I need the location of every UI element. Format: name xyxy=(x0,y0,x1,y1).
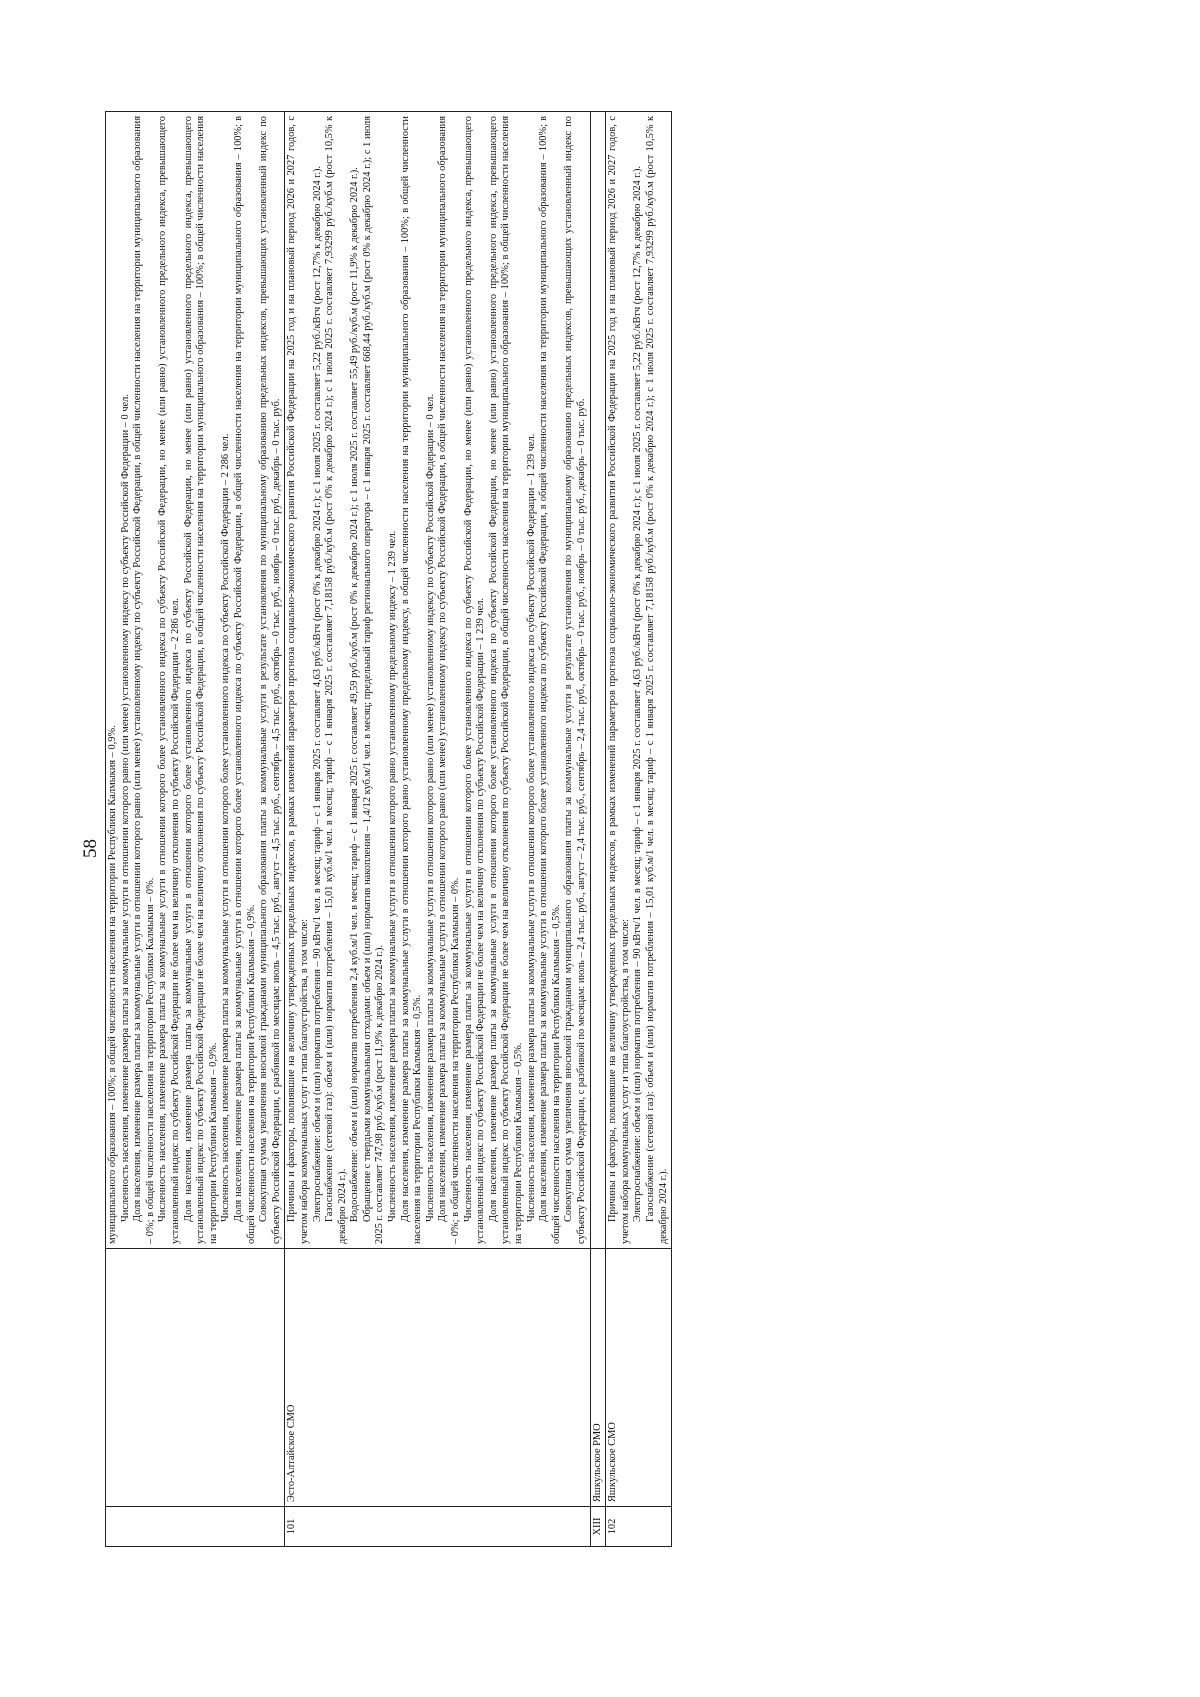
paragraph: Газоснабжение (сетевой газ): объем и (или) норматив потребления – 15,01 куб.м/1 чел. в месяц; тариф – с 1 января 2025 г. составляет 7,18158 руб./куб.м (рост 0% к декабрю 2024 г.); с 1 июля 2025 г. составляет 7,93299 руб./куб.м (рост 10,5% к декабрю 2024 г.). xyxy=(644,116,669,1244)
paragraph: Водоснабжение: объем и (или) норматив потребления 2,4 куб.м/1 чел. в месяц; тариф – с 1 января 2025 г. составляет 49,59 руб./куб.м (рост 0% к декабрю 2024 г.); с 1 июля 2025 г. составляет 55,49 руб./куб.м (рост 11,9% к декабрю 2024 г.). xyxy=(349,167,361,1222)
row-description xyxy=(285,112,590,1249)
paragraph: Доля населения, изменение размера платы за коммунальные услуги в отношении которого равно установленному предельному индексу, в общей численности населения на территории муниципального образования – 100%; в общей численности населения на территории Республики Калмыкия – 0,5%. xyxy=(399,116,424,1244)
paragraph: Причины и факторы, повлиявшие на величину утвержденных предельных индексов, в рамках изменений параметров прогноза социально-экономического развития Российской Федерации на 2025 год и на плановый период 2026 и 2027 годов, с учетом набора коммунальных услуг и типа благоустройства, в том числе: xyxy=(607,116,631,1244)
row-number: 101 xyxy=(285,1507,590,1547)
paragraph: Обращение с твердыми коммунальными отходами: объем и (или) норматив накопления – 1,4/12 куб.м/1 чел. в месяц; предельный тариф регионального оператора – с 1 января 2025 г. составляет 668,44 руб./куб.м (рост 0% к декабрю 2024 г.); с 1 июля 2025 г. составляет 747,98 руб./куб.м (рост 11,9% к декабрю 2024 г.). xyxy=(361,116,386,1244)
paragraph: Электроснабжение: объем и (или) норматив потребления – 90 кВтч/1 чел. в месяц; тариф – с 1 января 2025 г. составляет 4,63 руб./кВтч (рост 0% к декабрю 2024 г.); с 1 июля 2025 г. составляет 5,22 руб./кВтч (рост 12,7% к декабрю 2024 г.). xyxy=(311,165,323,1222)
section-number: XIII xyxy=(590,1507,606,1547)
paragraph: Численность населения, изменение размера платы за коммунальные услуги в отношении которого равно (или менее) установленному индексу по субъекту Российской Федерации – 0 чел. xyxy=(424,394,436,1222)
paragraph: Численность населения, изменение размера платы за коммунальные услуги в отношении которого более установленного индекса по субъекту Российской Федерации – 1 239 чел. xyxy=(525,433,537,1222)
paragraph: Численность населения, изменение размера платы за коммунальные услуги в отношении которого более установленного индекса по субъекту Российской Федерации – 2 286 чел. xyxy=(220,433,232,1222)
paragraph: Газоснабжение (сетевой газ): объем и (или) норматив потребления – 15,01 куб.м/1 чел. в месяц; тариф – с 1 января 2025 г. составляет 7,18158 руб./куб.м (рост 0% к декабрю 2024 г.); с 1 июля 2025 г. составляет 7,93299 руб./куб.м (рост 10,5% к декабрю 2024 г.). xyxy=(324,116,348,1244)
row-description xyxy=(106,112,285,1249)
paragraph: Численность населения, изменение размера платы за коммунальные услуги в отношении которого равно (или менее) установленному индексу по субъекту Российской Федерации – 0 чел. xyxy=(119,394,131,1222)
paragraph: Численность населения, изменение размера платы за коммунальные услуги в отношении которого равно установленному предельному индексу – 1 239 чел. xyxy=(387,530,399,1222)
row-number: 102 xyxy=(606,1507,672,1547)
paragraph: Причины и факторы, повлиявшие на величину утвержденных предельных индексов, в рамках изменений параметров прогноза социально-экономического развития Российской Федерации на 2025 год и на плановый период 2026 и 2027 годов, с учетом набора коммунальных услуг и типа благоустройства, в том числе: xyxy=(286,116,310,1244)
indices-table xyxy=(105,111,672,1547)
page-number: 58 xyxy=(80,839,101,858)
paragraph: Доля населения, изменение размера платы за коммунальные услуги в отношении которого более установленного индекса по субъекту Российской Федерации, в общей численности населения на территории муниципального образования – 100%; в общей численности населения на территории Республики Калмыкия – 0,9%. xyxy=(232,116,257,1244)
row-number xyxy=(106,1507,285,1547)
paragraph: Доля населения, изменение размера платы за коммунальные услуги в отношении которого более установленного индекса по субъекту Российской Федерации, но менее (или равно) установленного предельного индекса, превышающего установленный индекс по субъекту Российской Федерации не более чем на величину отклонения по субъекту Российской Федерации, в общей численности населения на территории муниципального образования – 100%; в общей численности населения на территории Республики Калмыкия – 0,5%. xyxy=(487,116,524,1244)
section-row xyxy=(590,112,606,1547)
section-name: Яшкульское РМО xyxy=(590,1249,606,1507)
paragraph: Численность населения, изменение размера платы за коммунальные услуги в отношении которого более установленного индекса по субъекту Российской Федерации, но менее (или равно) установленного предельного индекса, превышающего установленный индекс по субъекту Российской Федерации не более чем на величину отклонения по субъекту Российской Федерации – 2 286 чел. xyxy=(157,116,181,1244)
paragraph: Доля населения, изменение размера платы за коммунальные услуги в отношении которого равно (или менее) установленному индексу по субъекту Российской Федерации, в общей численности населения на территории муниципального образования – 0%; в общей численности населения на территории Республики Калмыкия – 0%. xyxy=(132,116,156,1244)
municipality-name: Эсто-Алтайское СМО xyxy=(285,1249,590,1507)
paragraph: Доля населения, изменение размера платы за коммунальные услуги в отношении которого более установленного индекса по субъекту Российской Федерации, в общей численности населения на территории муниципального образования – 100%; в общей численности населения на территории Республики Калмыкия – 0,5%. xyxy=(538,116,562,1244)
table-row xyxy=(106,112,285,1547)
paragraph: Электроснабжение: объем и (или) норматив потребления – 90 кВтч/1 чел. в месяц; тариф – с 1 января 2025 г. составляет 4,63 руб./кВтч (рост 0% к декабрю 2024 г.); с 1 июля 2025 г. составляет 5,22 руб./кВтч (рост 12,7% к декабрю 2024 г.). xyxy=(632,165,644,1222)
table-row xyxy=(606,112,672,1547)
paragraph: муниципального образования – 100%; в общей численности населения на территории Республики Калмыкия – 0,9%. xyxy=(107,725,118,1244)
paragraph: Совокупная сумма увеличения вносимой гражданами муниципального образования платы за коммунальные услуги в результате установления по муниципальному образованию предельных индексов, превышающих установленный индекс по субъекту Российской Федерации, с разбивкой по месяцам: июль – 4,5 тыс. руб., август – 4,5 тыс. руб., сентябрь – 4,5 тыс. руб., октябрь – 0 тыс. руб., ноябрь – 0 тыс. руб., декабрь – 0 тыс. руб. xyxy=(258,116,282,1244)
paragraph: Совокупная сумма увеличения вносимой гражданами муниципального образования платы за коммунальные услуги в результате установления по муниципальному образованию предельных индексов, превышающих установленный индекс по субъекту Российской Федерации, с разбивкой по месяцам: июль – 2,4 тыс. руб., август – 2,4 тыс. руб., сентябрь – 2,4 тыс. руб., октябрь – 0 тыс. руб., ноябрь – 0 тыс. руб., декабрь – 0 тыс. руб. xyxy=(563,116,587,1244)
row-description xyxy=(606,112,672,1249)
table-row xyxy=(285,112,590,1547)
paragraph: Численность населения, изменение размера платы за коммунальные услуги в отношении которого более установленного индекса по субъекту Российской Федерации, но менее (или равно) установленного предельного индекса, превышающего установленный индекс по субъекту Российской Федерации не более чем на величину отклонения по субъекту Российской Федерации – 1 239 чел. xyxy=(462,116,487,1244)
paragraph: Доля населения, изменение размера платы за коммунальные услуги в отношении которого равно (или менее) установленному индексу по субъекту Российской Федерации, в общей численности населения на территории муниципального образования – 0%; в общей численности населения на территории Республики Калмыкия – 0%. xyxy=(437,116,462,1244)
paragraph: Доля населения, изменение размера платы за коммунальные услуги в отношении которого более установленного индекса по субъекту Российской Федерации, но менее (или равно) установленного предельного индекса, превышающего установленный индекс по субъекту Российской Федерации не более чем на величину отклонения по субъекту Российской Федерации, в общей численности населения на территории муниципального образования – 100%; в общей численности населения на территории Республики Калмыкия – 0,9%. xyxy=(182,116,219,1244)
municipality-name: Яшкульское СМО xyxy=(606,1249,672,1507)
section-empty-cell xyxy=(590,112,606,1249)
municipality-name xyxy=(106,1249,285,1507)
